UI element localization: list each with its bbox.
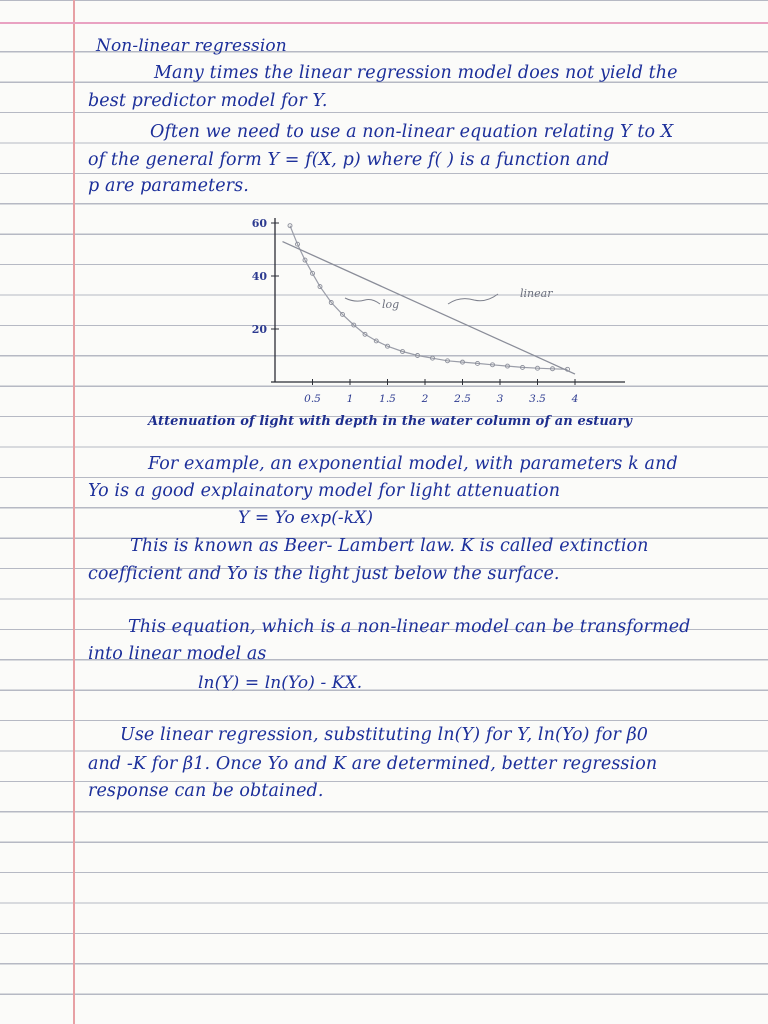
paragraph3-line1: For example, an exponential model, with parameters k and: [148, 454, 678, 474]
beer-lambert-formula: Y = Yo exp(-kX): [238, 508, 374, 528]
paragraph4-line2: coefficient and Yo is the light just below the surface.: [88, 564, 560, 584]
paragraph1-line2: best predictor model for Y.: [88, 91, 328, 111]
graph-x-ticks: [304, 379, 578, 405]
x-tick-label: 4: [571, 393, 579, 405]
paragraph3-line2: Yo is a good explainatory model for light attenuation: [88, 481, 561, 501]
linearized-formula: ln(Y) = ln(Yo) - KX.: [198, 673, 363, 693]
linear-fit-line: [283, 242, 576, 374]
graph-axes: [271, 218, 625, 382]
paragraph2-line3: p are parameters.: [88, 176, 249, 196]
x-tick-label: 1: [346, 393, 354, 405]
x-tick-label: 3.5: [529, 393, 546, 405]
paragraph2-line2: of the general form Y = f(X, p) where f( ) is a function and: [88, 150, 610, 170]
linear-pointer: [448, 294, 498, 304]
paragraph4-line1: This is known as Beer- Lambert law. K is called extinction: [130, 536, 649, 556]
page-heading: Non-linear regression: [96, 36, 287, 56]
graph-caption: Attenuation of light with depth in the water column of an estuary: [148, 414, 633, 429]
page-top-line: [0, 22, 768, 24]
y-tick-label: 20: [251, 323, 267, 336]
x-tick-label: 2: [421, 393, 429, 405]
paragraph5-line1: This equation, which is a non-linear model can be transformed: [128, 617, 691, 637]
log-pointer: [345, 298, 380, 304]
paragraph6-line2: and -K for β1. Once Yo and K are determined, better regression: [88, 754, 658, 774]
x-tick-label: 3: [496, 393, 504, 405]
x-tick-label: 0.5: [304, 393, 321, 405]
x-tick-label: 2.5: [454, 393, 471, 405]
graph-annotations: [345, 287, 553, 311]
linear-label: linear: [520, 287, 553, 300]
paragraph1-line1: Many times the linear regression model does not yield the: [154, 63, 678, 83]
paragraph5-line2: into linear model as: [88, 644, 267, 664]
y-tick-label: 40: [251, 270, 267, 283]
attenuation-graph: [230, 208, 640, 408]
paragraph6-line1: Use linear regression, substituting ln(Y) for Y, ln(Yo) for β0: [120, 725, 649, 745]
x-tick-label: 1.5: [379, 393, 396, 405]
log-label: log: [382, 298, 400, 311]
y-tick-label: 60: [251, 217, 267, 230]
paragraph6-line3: response can be obtained.: [88, 781, 324, 801]
paragraph2-line1: Often we need to use a non-linear equation relating Y to X: [150, 122, 674, 142]
